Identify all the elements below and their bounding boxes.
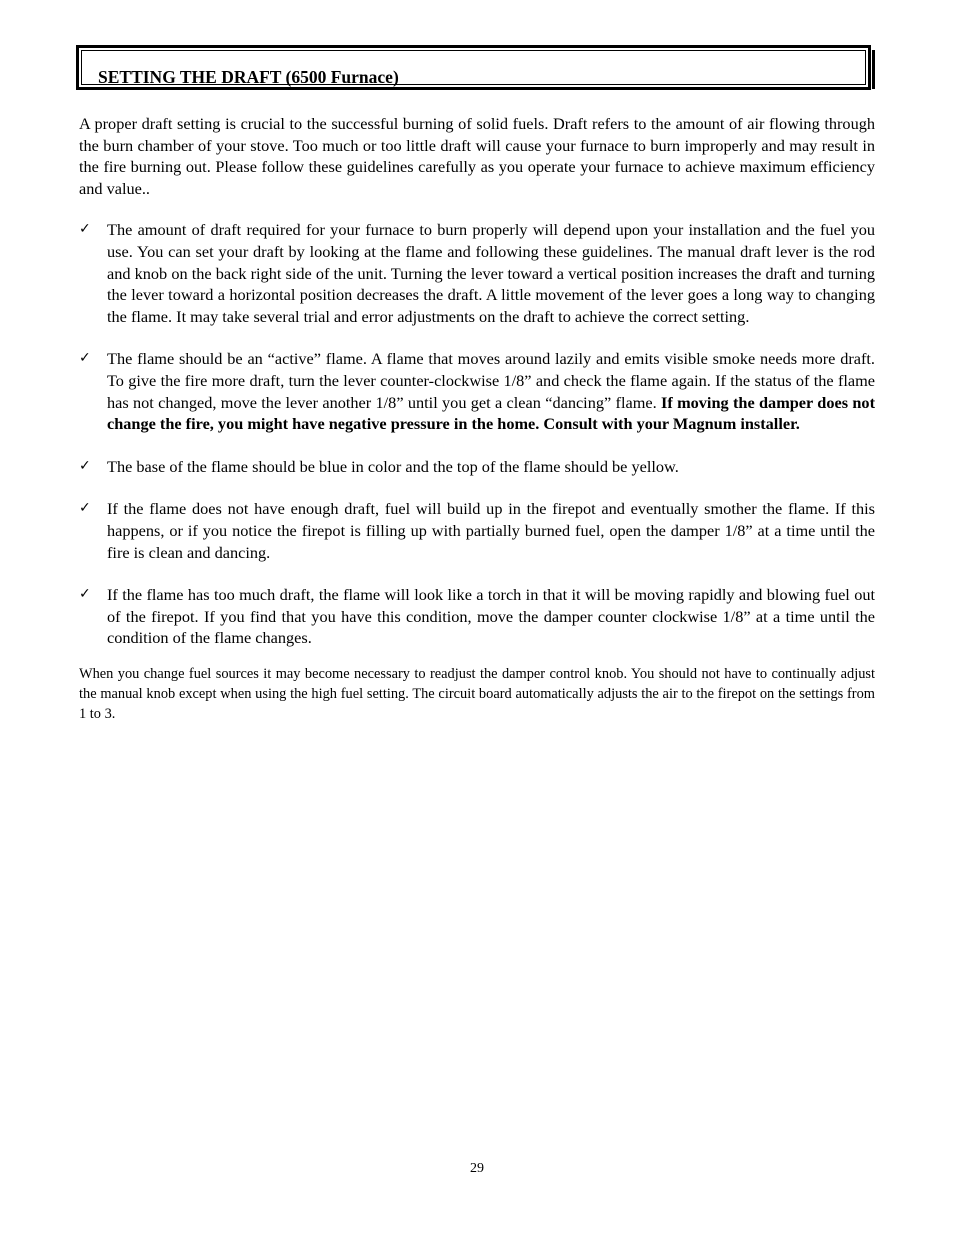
list-item-text: If the flame has too much draft, the flame will look like a torch in that it will be moving rapidly and blowing fuel out of the firepot. If you find that you have this condition, move the damper counter clockwise 1/8” at a time until the condition of the flame changes. <box>107 585 875 648</box>
list-item <box>79 348 875 434</box>
list-item-bold-warning: If moving the damper does not change the fire, you might have negative pressure in the home. Consult with your Magnum installer. <box>107 392 875 434</box>
section-title-box <box>76 45 871 90</box>
list-item-text: The flame should be an “active” flame. A flame that moves around lazily and emits visible smoke needs more draft. To give the fire more draft, turn the lever counter-clockwise 1/8” and check the flame again. If the status of the flame has not changed, move the lever another 1/8” until you get a clean “dancing” flame. <box>107 349 875 412</box>
list-item-text: The amount of draft required for your furnace to burn properly will depend upon your installation and the fuel you use. You can set your draft by looking at the flame and following these guidelines. The manual draft lever is the rod and knob on the back right side of the unit. Turning the lever toward a vertical position increases the draft and turning the lever toward a horizontal position decreases the draft. A little movement of the lever goes a long way to changing the flame. It may take several trial and error adjustments on the draft to achieve the correct setting. <box>107 220 875 326</box>
intro-paragraph: A proper draft setting is crucial to the successful burning of solid fuels. Draft refers to the amount of air flowing through the burn chamber of your stove. Too much or too little draft will cause your furnace to burn improperly and may result in the fire burning out. Please follow these guidelines carefully as you operate your furnace to achieve maximum efficiency and value.. <box>79 114 875 198</box>
list-item-text: The base of the flame should be blue in color and the top of the flame should be yellow. <box>107 456 679 476</box>
list-item-text: If the flame does not have enough draft, fuel will build up in the firepot and eventually smother the flame. If this happens, or if you notice the firepot is filling up with partially burned fuel, open the damper 1/8” at a time until the fire is clean and dancing. <box>107 499 875 562</box>
checkmark-icon: ✓ <box>79 350 91 367</box>
list-item <box>79 219 875 327</box>
guideline-list <box>79 219 875 649</box>
section-title-inner-border <box>81 50 866 85</box>
checkmark-icon: ✓ <box>79 586 91 603</box>
checkmark-icon: ✓ <box>79 457 91 474</box>
list-item <box>79 584 875 649</box>
list-item <box>79 498 875 563</box>
checkmark-icon: ✓ <box>79 500 91 517</box>
fuel-change-note: When you change fuel sources it may become necessary to readjust the damper control knob. You should not have to continually adjust the manual knob except when using the high fuel setting. The circuit board automatically adjusts the air to the firepot on the settings from 1 to 3. <box>79 665 875 722</box>
checkmark-icon: ✓ <box>79 221 91 238</box>
page-number: 29 <box>470 1161 484 1176</box>
list-item <box>79 456 875 478</box>
main-content <box>79 113 875 730</box>
section-title: SETTING THE DRAFT (6500 Furnace) <box>98 67 399 87</box>
